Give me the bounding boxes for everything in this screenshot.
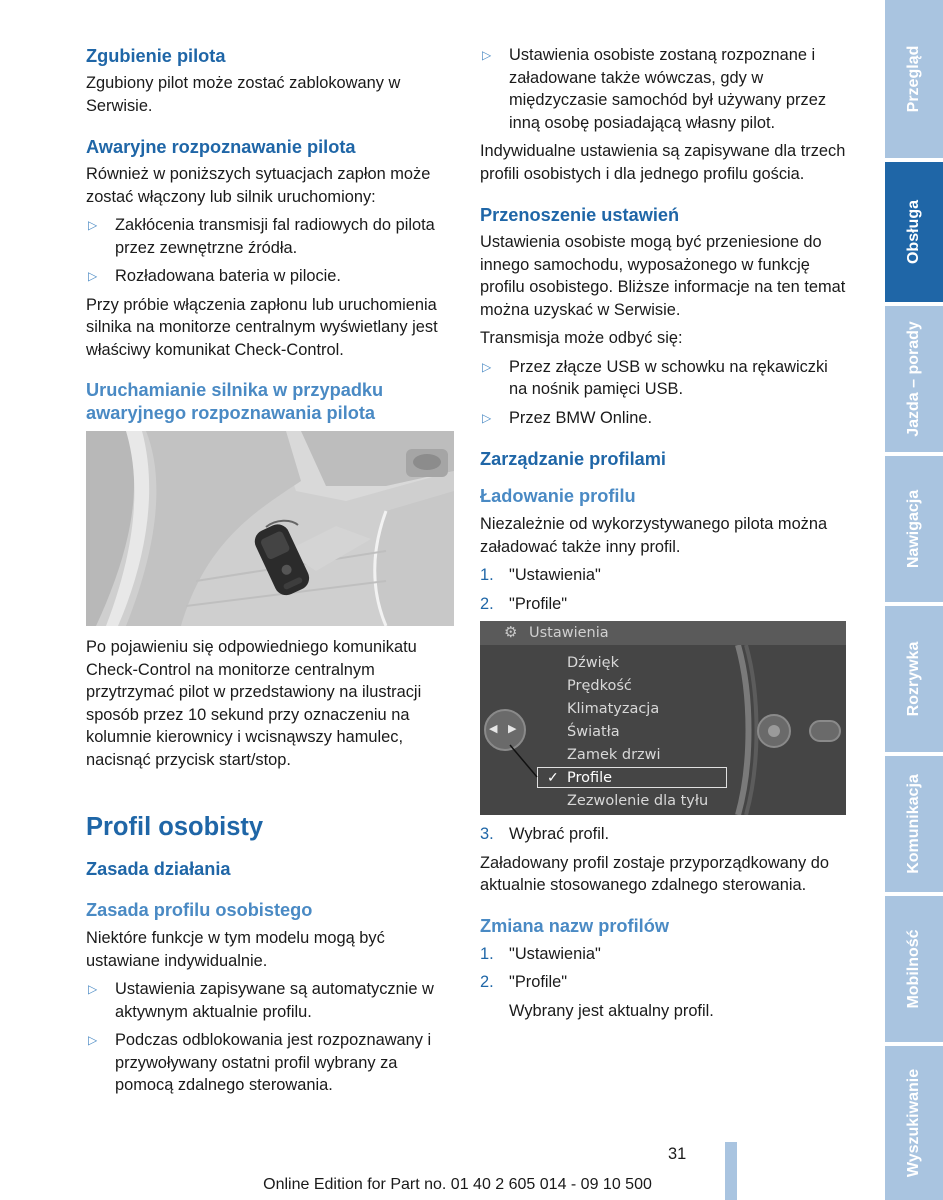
tab-operation[interactable]: Obsługa (885, 162, 943, 302)
checkmark-icon: ✓ (547, 769, 559, 785)
paragraph: Załadowany profil zostaje przyporządkowany do aktualnie stosowanego zdalnego sterowania. (480, 853, 829, 894)
bullet-triangle-icon: ▷ (88, 269, 98, 283)
section-title-emergency-detection: Awaryjne rozpoznawanie pilota (86, 137, 356, 157)
footer-edition-text: Online Edition for Part no. 01 40 2 605 014 - 09 10 500 (263, 1176, 652, 1193)
menu-item-sound[interactable]: Dźwięk (567, 655, 619, 671)
bullet-item: ▷ Zakłócenia transmisji fal radiowych do pilota przez zewnętrzne źródła. (86, 214, 454, 259)
paragraph: Wybrany jest aktualny profil. (509, 1001, 714, 1020)
numbered-step: 3. Wybrać profil. (480, 825, 610, 843)
section-title-engine-start: Uruchamianie silnika w przypadku awaryjnego rozpoznawania pilota (86, 380, 384, 423)
pointer-line (480, 621, 560, 815)
chapter-tabs (885, 0, 943, 1200)
section-title-lost-remote: Zgubienie pilota (86, 46, 226, 66)
arrow-left-icon: ◀ (489, 723, 498, 735)
tab-overview[interactable]: Przegląd (885, 0, 943, 158)
tab-driving-tips[interactable]: Jazda – porady (885, 306, 943, 452)
tab-entertainment[interactable]: Rozrywka (885, 606, 943, 752)
section-title-rename-profiles: Zmiana nazw profilów (480, 915, 669, 936)
tab-search[interactable]: Wyszukiwanie (885, 1046, 943, 1200)
paragraph: Również w poniższych sytuacjach zapłon może zostać włączony lub silnik uruchomiony: (86, 165, 431, 206)
illustration-remote-at-steering-column (86, 431, 454, 626)
bullet-triangle-icon: ▷ (482, 410, 492, 425)
right-column (480, 44, 848, 1028)
bullet-item: ▷ Rozładowana bateria w pilocie. (86, 265, 454, 288)
numbered-step: 2. "Profile" (480, 973, 568, 991)
page-number: 31 (668, 1145, 687, 1163)
bullet-triangle-icon: ▷ (88, 1033, 98, 1047)
paragraph: Ustawienia osobiste mogą być przeniesione do innego samochodu, wyposażonego w funkcję profilu osobistego. Bliższe informacje na ten temat można uzyskać w Serwisie. (480, 233, 846, 319)
bullet-triangle-icon: ▷ (482, 48, 492, 62)
bullet-item: ▷ Podczas odblokowania jest rozpoznawany i przywoływany ostatni profil wybrany za pomocą zdalnego sterowania. (86, 1029, 454, 1097)
selection-highlight (537, 767, 727, 788)
menu-item-climate[interactable]: Klimatyzacja (567, 701, 660, 717)
left-column (86, 44, 454, 1103)
numbered-step: 1. "Ustawienia" (480, 566, 601, 584)
tab-communication[interactable]: Komunikacja (885, 756, 943, 892)
paragraph: Niezależnie od wykorzystywanego pilota można załadować także inny profil. (480, 515, 828, 556)
menu-item-lights[interactable]: Światła (567, 724, 620, 740)
paragraph: Transmisja może odbyć się: (480, 329, 683, 347)
paragraph: Niektóre funkcje w tym modelu mogą być ustawiane indywidualnie. (86, 929, 385, 970)
paragraph: Zgubiony pilot może zostać zablokowany w Serwisie. (86, 74, 401, 115)
arrow-right-icon: ▶ (508, 723, 517, 735)
section-title-load-profile: Ładowanie profilu (480, 486, 636, 506)
paragraph: Indywidualne ustawienia są zapisywane dla trzech profili osobistych i dla jednego profilu gościa. (480, 142, 846, 183)
bullet-triangle-icon: ▷ (88, 218, 98, 232)
settings-screen (480, 621, 846, 815)
tab-mobility[interactable]: Mobilność (885, 896, 943, 1042)
paragraph: Po pojawieniu się odpowiedniego komunikatu Check-Control na monitorze centralnym przytrzymać pilot w przedstawiony na ilustracji sposób przez 10 sekund przy oznaczeniu na kolumnie kierownicy i wcisnąwszy hamulec, nacisnąć przycisk start/stop. (86, 638, 422, 769)
menu-item-profile[interactable]: Profile (567, 770, 613, 786)
numbered-step: 2. "Profile" (480, 594, 568, 613)
bullet-triangle-icon: ▷ (88, 982, 98, 996)
tab-navigation[interactable]: Nawigacja (885, 456, 943, 602)
chapter-title: Profil osobisty (86, 813, 264, 841)
gear-icon: ⚙ (504, 624, 518, 641)
section-title-principle: Zasada działania (86, 859, 231, 879)
bullet-item: ▷ Przez złącze USB w schowku na rękawiczki na nośnik pamięci USB. (480, 356, 848, 401)
menu-item-door-lock[interactable]: Zamek drzwi (567, 747, 661, 763)
bullet-item: ▷ Przez BMW Online. (480, 407, 848, 430)
menu-item-rear-permission[interactable]: Zezwolenie dla tyłu (567, 793, 709, 809)
paragraph: Przy próbie włączenia zapłonu lub uruchomienia silnika na monitorze centralnym wyświetlany jest właściwy komunikat Check-Control. (86, 295, 438, 359)
bullet-item: ▷ Ustawienia osobiste zostaną rozpoznane i załadowane także wówczas, gdy w międzyczasie samochód był używany przez inną osobę posiadającą własny pilot. (480, 44, 848, 134)
screen-header-title: Ustawienia (529, 625, 609, 641)
section-title-profile-principle: Zasada profilu osobistego (86, 900, 313, 920)
menu-item-speed[interactable]: Prędkość (567, 678, 632, 694)
screen-decoration (730, 645, 846, 815)
bullet-triangle-icon: ▷ (482, 359, 492, 374)
section-title-profile-management: Zarządzanie profilami (480, 449, 666, 469)
section-title-transfer-settings: Przenoszenie ustawień (480, 205, 680, 225)
numbered-step: 1. "Ustawienia" (480, 944, 601, 963)
bullet-item: ▷ Ustawienia zapisywane są automatycznie w aktywnym aktualnie profilu. (86, 978, 454, 1023)
